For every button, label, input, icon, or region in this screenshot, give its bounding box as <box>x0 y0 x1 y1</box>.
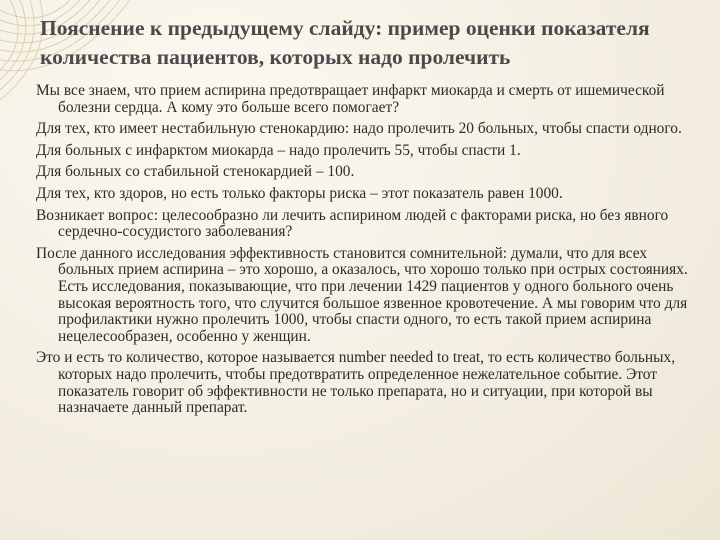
paragraph-study-results: После данного исследования эффективность становится сомнительной: думали, что для всех больных прием аспирина – это хорошо, а оказалось, что хорошо только при острых состояниях. Есть исследования, показывающие, что при лечении 1429 пациентов у одного больного очень высокая вероятность того, что случится большое язвенное кровотечение. А мы говорим что для профилактики нужно пролечить 1000, чтобы спасти одного, то есть такой прием аспирина нецелесообразен, особенно у женщин. <box>36 244 688 345</box>
slide-body <box>36 83 704 422</box>
paragraph-aspirin-intro: Мы все знаем, что прием аспирина предотвращает инфаркт миокарда и смерть от ишемической болезни сердца. А кому это больше всего помогает? <box>36 82 665 116</box>
paragraph-stable-angina: Для больных со стабильной стенокардией – 100. <box>36 163 355 181</box>
paragraph-risk-factors: Для тех, кто здоров, но есть только факторы риска – этот показатель равен 1000. <box>36 184 563 202</box>
paragraph-myocardial-infarction: Для больных с инфарктом миокарда – надо пролечить 55, чтобы спасти 1. <box>36 141 521 159</box>
paragraph-question: Возникает вопрос: целесообразно ли лечить аспирином людей с факторами риска, но без явного сердечно-сосудистого заболевания? <box>36 206 669 241</box>
paragraph-unstable-angina: Для тех, кто имеет нестабильную стенокардию: надо пролечить 20 больных, чтобы спасти одного. <box>36 120 682 138</box>
slide-title: Пояснение к предыдущему слайду: пример оценки показателя количества пациентов, которых надо пролечить <box>40 16 650 69</box>
paragraph-nnt-definition: Это и есть то количество, которое называется number needed to treat, то есть количество больных, которых надо пролечить, чтобы предотвратить определенное нежелательное событие. Этот показатель говорит об эффективности не только препарата, но и ситуации, при которой вы назначаете данный препарат. <box>36 349 676 417</box>
